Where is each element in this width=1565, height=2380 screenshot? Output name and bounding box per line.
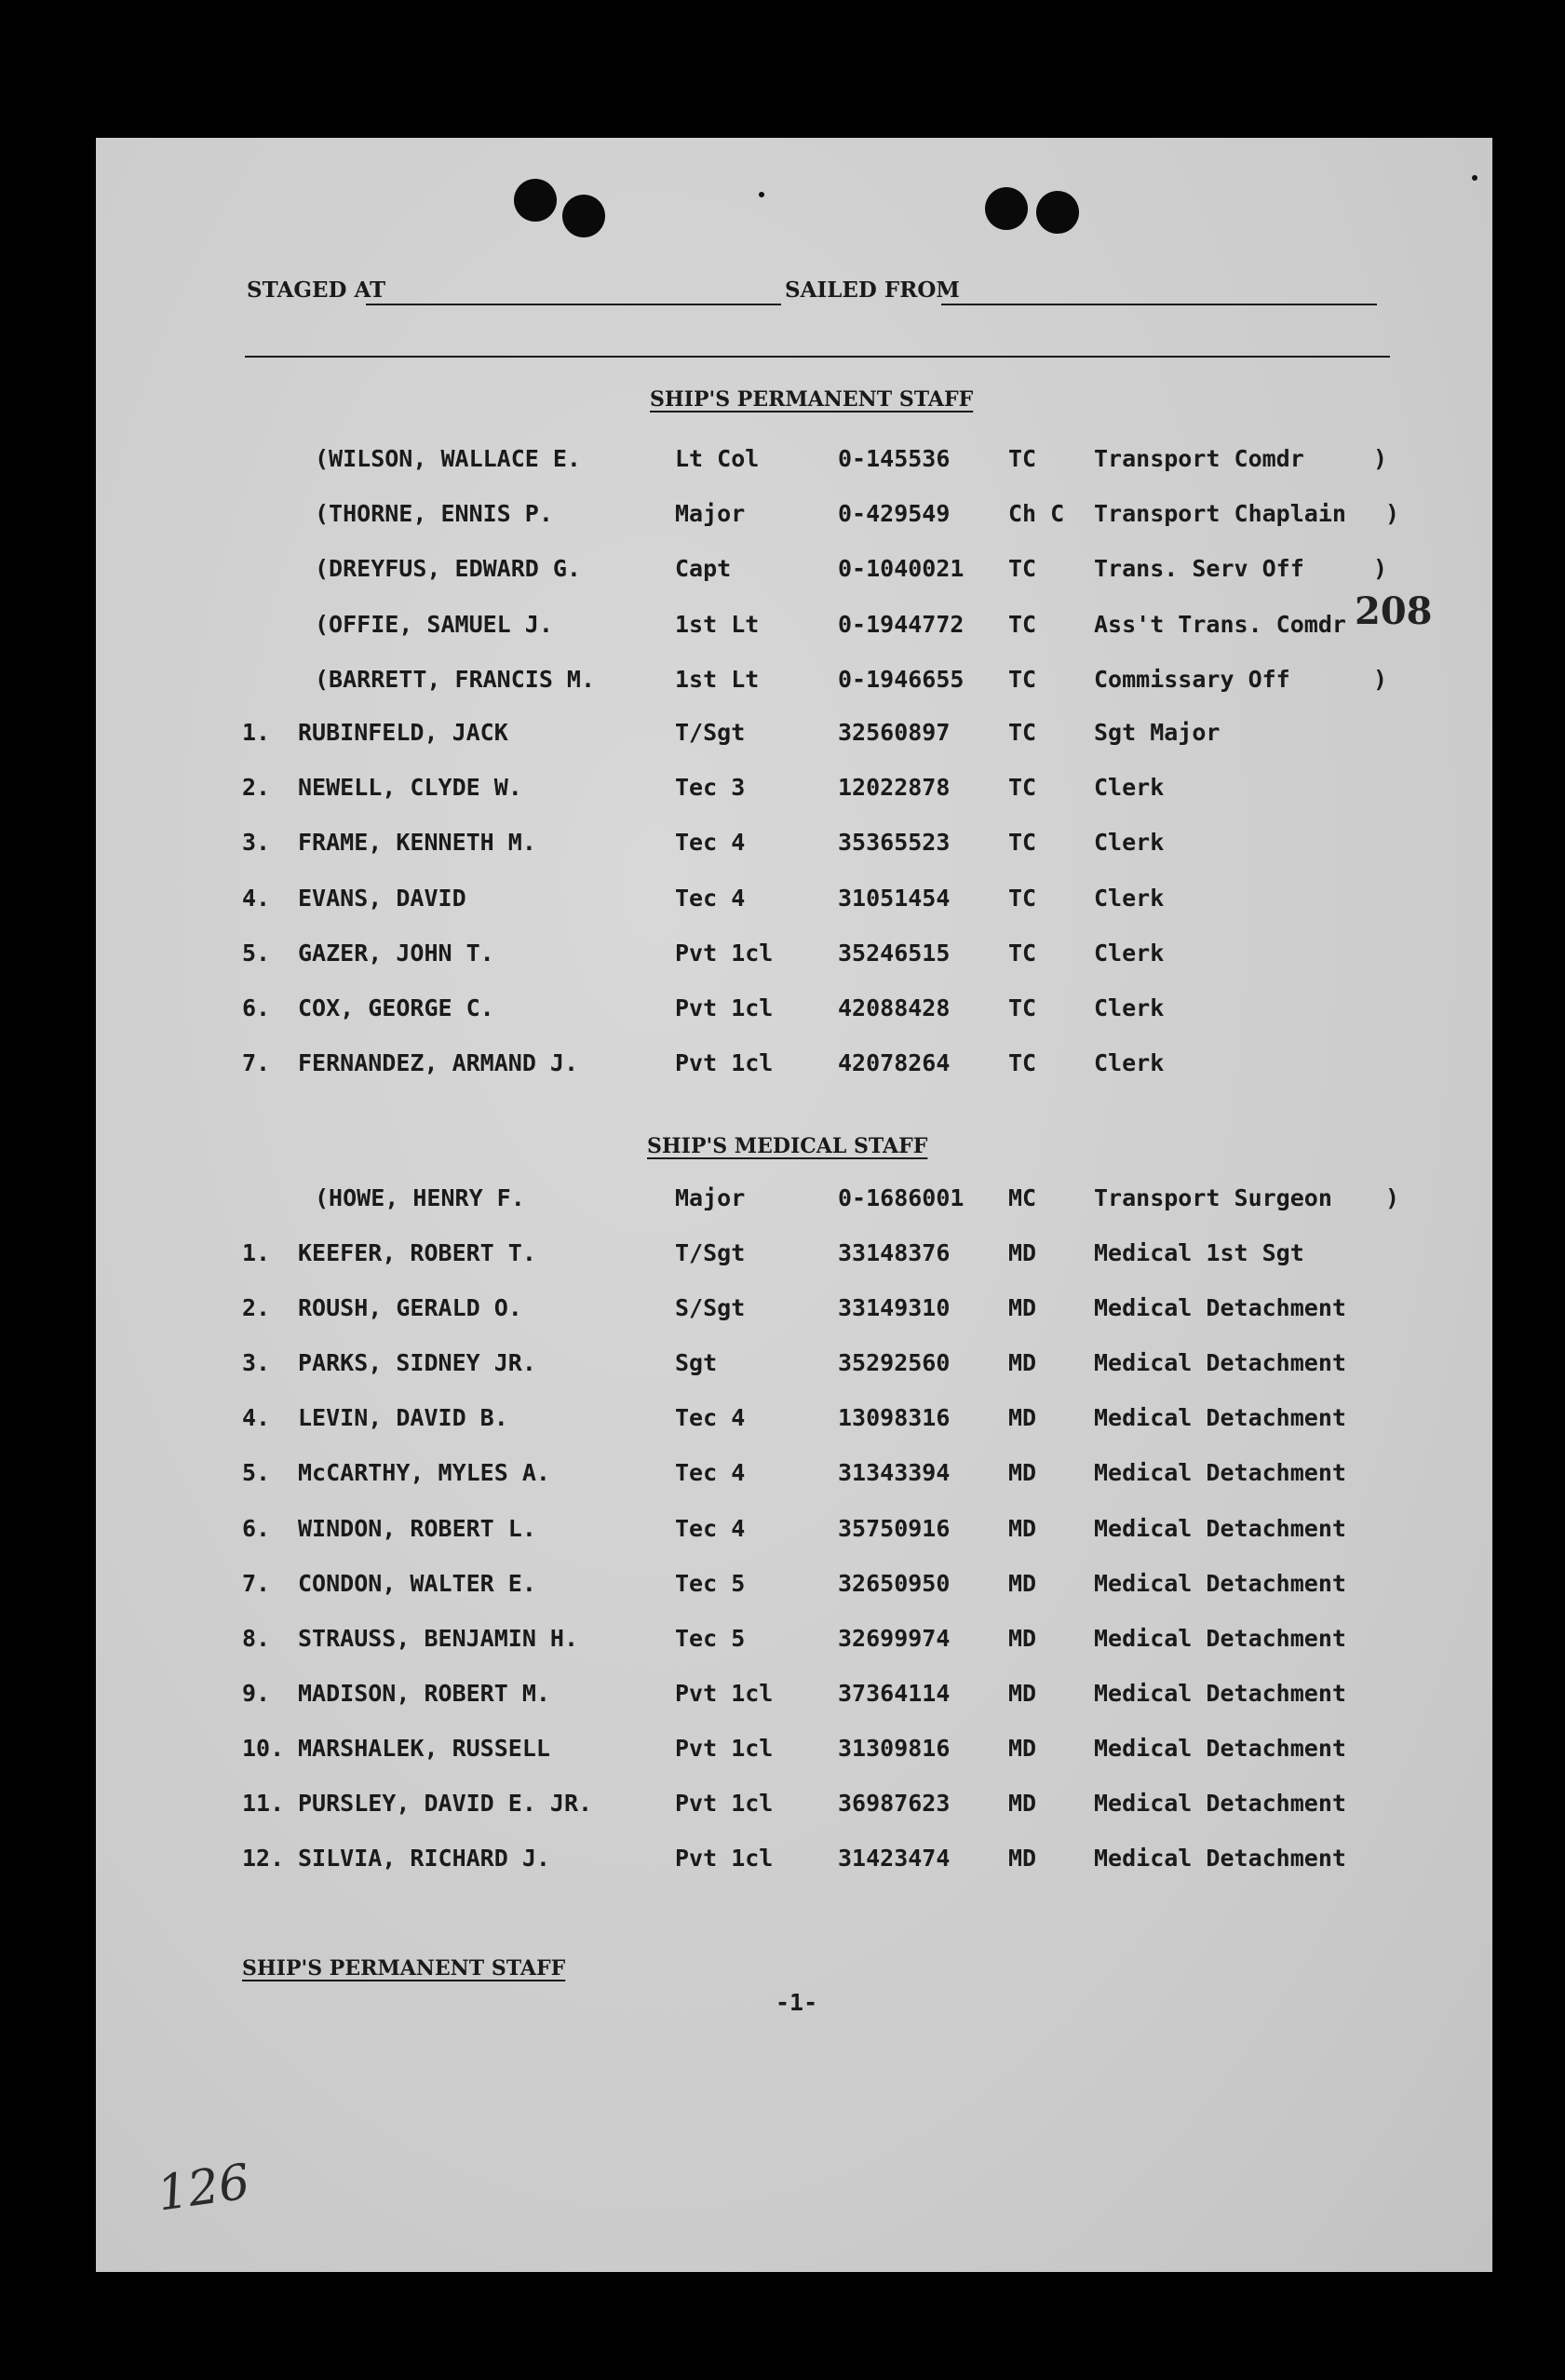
page-number: -1- [776, 1989, 818, 2016]
serial-number: 31051454 [838, 884, 951, 912]
header-divider [245, 356, 1390, 358]
branch: MC [1008, 1184, 1037, 1211]
staged-at-label: STAGED AT [247, 277, 386, 303]
roster-row [96, 611, 1492, 642]
roster-row [96, 829, 1492, 860]
person-name: FERNANDEZ, ARMAND J. [298, 1049, 579, 1077]
rank: Pvt 1cl [675, 994, 774, 1021]
roster-row [96, 994, 1492, 1026]
person-name: MADISON, ROBERT M. [298, 1679, 550, 1707]
roster-row [96, 1184, 1492, 1216]
serial-number: 31309816 [838, 1734, 951, 1762]
rank: Major [675, 500, 746, 528]
person-name: McCARTHY, MYLES A. [298, 1459, 550, 1487]
serial-number: 32560897 [838, 719, 951, 746]
duty-assignment: Clerk [1094, 994, 1165, 1021]
serial-number: 33149310 [838, 1294, 951, 1322]
row-number: 11. [242, 1790, 285, 1817]
branch: MD [1008, 1239, 1037, 1266]
row-number: 3. [242, 1349, 271, 1377]
serial-number: 13098316 [838, 1404, 951, 1432]
person-name: (BARRETT, FRANCIS M. [315, 665, 596, 693]
person-name: RUBINFELD, JACK [298, 719, 508, 746]
bracket-close: ) [1373, 665, 1388, 693]
duty-assignment: Medical Detachment [1094, 1790, 1346, 1817]
rank: Pvt 1cl [675, 1790, 774, 1817]
person-name: FRAME, KENNETH M. [298, 829, 536, 857]
serial-number: 33148376 [838, 1239, 951, 1266]
roster-row [96, 1735, 1492, 1766]
roster-row [96, 940, 1492, 971]
branch: MD [1008, 1349, 1037, 1377]
person-name: (OFFIE, SAMUEL J. [315, 610, 553, 638]
rank: Sgt [675, 1349, 718, 1377]
rank: Tec 4 [675, 1404, 746, 1432]
duty-assignment: Clerk [1094, 829, 1165, 857]
duty-assignment: Medical Detachment [1094, 1734, 1346, 1762]
serial-number: 0-1040021 [838, 555, 965, 583]
row-number: 6. [242, 1514, 271, 1542]
section-heading-permanent-staff: SHIP'S PERMANENT STAFF [650, 387, 974, 412]
row-number: 9. [242, 1679, 271, 1707]
row-number: 5. [242, 939, 271, 967]
row-number: 1. [242, 719, 271, 746]
duty-assignment: Clerk [1094, 1049, 1165, 1077]
rank: Tec 5 [675, 1624, 746, 1652]
branch: MD [1008, 1734, 1037, 1762]
person-name: SILVIA, RICHARD J. [298, 1845, 550, 1873]
serial-number: 31423474 [838, 1845, 951, 1873]
person-name: STRAUSS, BENJAMIN H. [298, 1624, 579, 1652]
serial-number: 0-1944772 [838, 610, 965, 638]
branch: MD [1008, 1459, 1037, 1487]
roster-row [96, 1349, 1492, 1381]
staged-at-blank-line [366, 304, 781, 305]
serial-number: 35292560 [838, 1349, 951, 1377]
roster-row [96, 1404, 1492, 1436]
person-name: WINDON, ROBERT L. [298, 1514, 536, 1542]
branch: TC [1008, 884, 1037, 912]
branch: TC [1008, 610, 1037, 638]
duty-assignment: Medical Detachment [1094, 1624, 1346, 1652]
rank: Pvt 1cl [675, 1734, 774, 1762]
duty-assignment: Medical Detachment [1094, 1404, 1346, 1432]
row-number: 10. [242, 1734, 285, 1762]
roster-row [96, 1680, 1492, 1711]
person-name: (WILSON, WALLACE E. [315, 445, 581, 472]
punch-hole-4 [1036, 191, 1079, 234]
branch: MD [1008, 1845, 1037, 1873]
rank: Tec 4 [675, 829, 746, 857]
row-number: 4. [242, 884, 271, 912]
sailed-from-blank-line [941, 304, 1377, 305]
duty-assignment: Medical Detachment [1094, 1514, 1346, 1542]
row-number: 3. [242, 829, 271, 857]
duty-assignment: Medical Detachment [1094, 1679, 1346, 1707]
serial-number: 35750916 [838, 1514, 951, 1542]
roster-row [96, 1294, 1492, 1326]
rank: 1st Lt [675, 610, 760, 638]
serial-number: 35246515 [838, 939, 951, 967]
rank: T/Sgt [675, 1239, 746, 1266]
duty-assignment: Sgt Major [1094, 719, 1221, 746]
duty-assignment: Transport Comdr [1094, 445, 1304, 472]
person-name: (DREYFUS, EDWARD G. [315, 555, 581, 583]
branch: MD [1008, 1514, 1037, 1542]
branch: TC [1008, 445, 1037, 472]
duty-assignment: Medical 1st Sgt [1094, 1239, 1304, 1266]
roster-row [96, 719, 1492, 751]
roster-row [96, 1845, 1492, 1876]
duty-assignment: Medical Detachment [1094, 1845, 1346, 1873]
branch: TC [1008, 939, 1037, 967]
roster-row [96, 885, 1492, 916]
duty-assignment: Transport Surgeon [1094, 1184, 1332, 1211]
rank: Pvt 1cl [675, 1049, 774, 1077]
branch: MD [1008, 1624, 1037, 1652]
branch: TC [1008, 994, 1037, 1021]
serial-number: 0-429549 [838, 500, 951, 528]
roster-row [96, 445, 1492, 477]
bracket-close: ) [1385, 500, 1400, 528]
bracket-close: ) [1385, 1184, 1400, 1211]
punch-hole-2 [562, 195, 605, 237]
row-number: 8. [242, 1624, 271, 1652]
rank: Capt [675, 555, 732, 583]
serial-number: 37364114 [838, 1679, 951, 1707]
serial-number: 32699974 [838, 1624, 951, 1652]
rank: Tec 4 [675, 1459, 746, 1487]
person-name: COX, GEORGE C. [298, 994, 494, 1021]
roster-row [96, 1459, 1492, 1491]
duty-assignment: Clerk [1094, 939, 1165, 967]
rank: Pvt 1cl [675, 939, 774, 967]
person-name: LEVIN, DAVID B. [298, 1404, 508, 1432]
roster-row [96, 1570, 1492, 1602]
roster-row [96, 1790, 1492, 1821]
row-number: 2. [242, 1294, 271, 1322]
branch: TC [1008, 1049, 1037, 1077]
punch-hole-1 [514, 179, 557, 222]
branch: MD [1008, 1404, 1037, 1432]
roster-row [96, 1625, 1492, 1657]
roster-row [96, 555, 1492, 587]
duty-assignment: Medical Detachment [1094, 1294, 1346, 1322]
roster-row [96, 1239, 1492, 1271]
person-name: PURSLEY, DAVID E. JR. [298, 1790, 593, 1817]
branch: Ch C [1008, 500, 1065, 528]
roster-row [96, 666, 1492, 697]
punch-hole-3 [985, 187, 1028, 230]
row-number: 12. [242, 1845, 285, 1873]
branch: MD [1008, 1790, 1037, 1817]
rank: Tec 4 [675, 1514, 746, 1542]
roster-row [96, 774, 1492, 805]
duty-assignment: Medical Detachment [1094, 1569, 1346, 1597]
duty-assignment: Transport Chaplain [1094, 500, 1346, 528]
roster-row [96, 1049, 1492, 1081]
rank: Tec 5 [675, 1569, 746, 1597]
row-number: 6. [242, 994, 271, 1021]
branch: MD [1008, 1679, 1037, 1707]
person-name: PARKS, SIDNEY JR. [298, 1349, 536, 1377]
person-name: ROUSH, GERALD O. [298, 1294, 522, 1322]
person-name: (THORNE, ENNIS P. [315, 500, 553, 528]
serial-number: 31343394 [838, 1459, 951, 1487]
document-page [96, 138, 1492, 2272]
row-number: 4. [242, 1404, 271, 1432]
serial-number: 42078264 [838, 1049, 951, 1077]
duty-assignment: Medical Detachment [1094, 1349, 1346, 1377]
duty-assignment: Commissary Off [1094, 665, 1290, 693]
serial-number: 0-1686001 [838, 1184, 965, 1211]
person-name: NEWELL, CLYDE W. [298, 774, 522, 802]
footer-section-label: SHIP'S PERMANENT STAFF [242, 1956, 566, 1981]
person-name: (HOWE, HENRY F. [315, 1184, 525, 1211]
sailed-from-label: SAILED FROM [785, 277, 960, 303]
rank: Tec 4 [675, 884, 746, 912]
person-name: GAZER, JOHN T. [298, 939, 494, 967]
rank: S/Sgt [675, 1294, 746, 1322]
row-number: 5. [242, 1459, 271, 1487]
duty-assignment: Clerk [1094, 774, 1165, 802]
person-name: KEEFER, ROBERT T. [298, 1239, 536, 1266]
branch: MD [1008, 1569, 1037, 1597]
row-number: 7. [242, 1049, 271, 1077]
serial-number: 35365523 [838, 829, 951, 857]
branch: TC [1008, 774, 1037, 802]
branch: TC [1008, 555, 1037, 583]
rank: Pvt 1cl [675, 1845, 774, 1873]
serial-number: 32650950 [838, 1569, 951, 1597]
bracket-close: ) [1373, 555, 1388, 583]
branch: MD [1008, 1294, 1037, 1322]
row-number: 7. [242, 1569, 271, 1597]
branch: TC [1008, 829, 1037, 857]
duty-assignment: Trans. Serv Off [1094, 555, 1304, 583]
duty-assignment: Clerk [1094, 884, 1165, 912]
serial-number: 0-1946655 [838, 665, 965, 693]
duty-assignment: Medical Detachment [1094, 1459, 1346, 1487]
section-heading-medical-staff: SHIP'S MEDICAL STAFF [647, 1134, 928, 1158]
speck [759, 192, 764, 197]
serial-number: 42088428 [838, 994, 951, 1021]
roster-row [96, 1515, 1492, 1547]
branch: TC [1008, 719, 1037, 746]
branch: TC [1008, 665, 1037, 693]
roster-row [96, 500, 1492, 532]
rank: 1st Lt [675, 665, 760, 693]
handwritten-note: 126 [154, 2154, 253, 2223]
person-name: CONDON, WALTER E. [298, 1569, 536, 1597]
rank: Pvt 1cl [675, 1679, 774, 1707]
person-name: EVANS, DAVID [298, 884, 466, 912]
bracket-close: ) [1373, 445, 1388, 472]
serial-number: 36987623 [838, 1790, 951, 1817]
rank: Lt Col [675, 445, 760, 472]
speck [1472, 175, 1477, 181]
rank: Tec 3 [675, 774, 746, 802]
serial-number: 12022878 [838, 774, 951, 802]
rank: Major [675, 1184, 746, 1211]
rank: T/Sgt [675, 719, 746, 746]
serial-number: 0-145536 [838, 445, 951, 472]
duty-assignment: Ass't Trans. Comdr [1094, 610, 1346, 638]
row-number: 1. [242, 1239, 271, 1266]
document-stamp-number: 208 [1355, 589, 1433, 633]
row-number: 2. [242, 774, 271, 802]
person-name: MARSHALEK, RUSSELL [298, 1734, 550, 1762]
